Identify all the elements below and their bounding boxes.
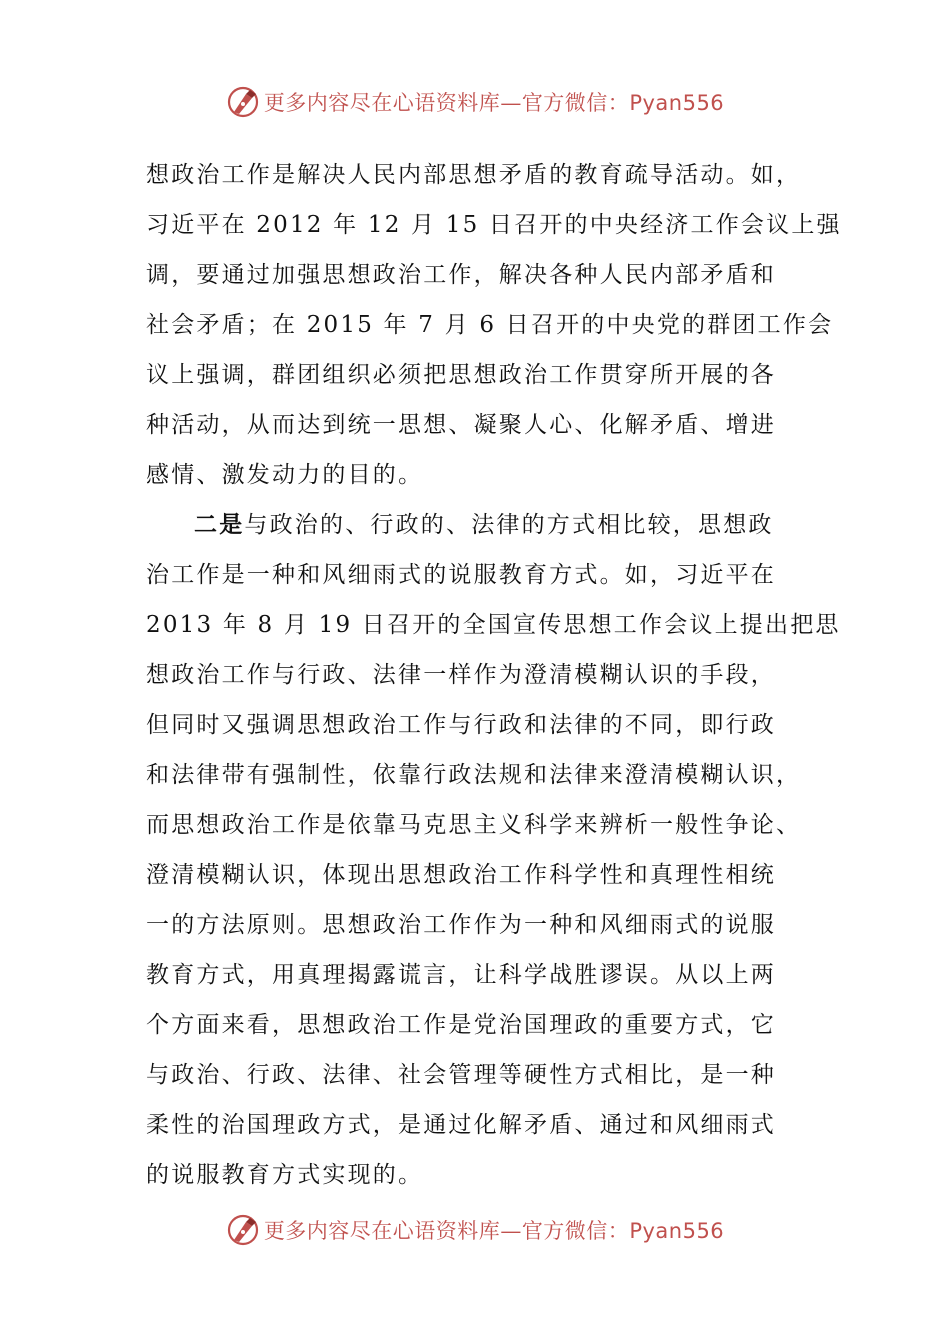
body-line: 但同时又强调思想政治工作与行政和法律的不同，即行政 xyxy=(146,712,776,738)
banner-text: 更多内容尽在心语资料库—官方微信：Pyan556 xyxy=(263,91,725,115)
body-line: 个方面来看，思想政治工作是党治国理政的重要方式，它 xyxy=(146,1012,776,1038)
banner-text: 更多内容尽在心语资料库—官方微信：Pyan556 xyxy=(263,1219,725,1243)
paragraph-lead: 二是 xyxy=(194,511,245,538)
body-line: 澄清模糊认识，体现出思想政治工作科学性和真理性相统 xyxy=(146,862,776,888)
body-line: 2013 年 8 月 19 日召开的全国宣传思想工作会议上提出把思 xyxy=(146,612,841,638)
body-line: 和法律带有强制性，依靠行政法规和法律来澄清模糊认识， xyxy=(146,762,802,788)
paragraph-lead-rest: 与政治的、行政的、法律的方式相比较，思想政 xyxy=(244,512,774,538)
body-line: 一的方法原则。思想政治工作作为一种和风细雨式的说服 xyxy=(146,912,776,938)
body-line: 与政治、行政、法律、社会管理等硬性方式相比，是一种 xyxy=(146,1062,776,1088)
body-line: 社会矛盾；在 2015 年 7 月 6 日召开的中央党的群团工作会 xyxy=(146,312,834,338)
footer-banner xyxy=(0,1208,950,1252)
body-line: 种活动，从而达到统一思想、凝聚人心、化解矛盾、增进 xyxy=(146,412,776,438)
body-line: 议上强调，群团组织必须把思想政治工作贯穿所开展的各 xyxy=(146,362,776,388)
body-line: 治工作是一种和风细雨式的说服教育方式。如，习近平在 xyxy=(146,562,776,588)
body-line: 而思想政治工作是依靠马克思主义科学来辨析一般性争论、 xyxy=(146,812,802,838)
body-line: 柔性的治国理政方式，是通过化解矛盾、通过和风细雨式 xyxy=(146,1112,776,1138)
body-line: 教育方式，用真理揭露谎言，让科学战胜谬误。从以上两 xyxy=(146,962,776,988)
header-banner xyxy=(0,80,950,124)
body-line: 习近平在 2012 年 12 月 15 日召开的中央经济工作会议上强 xyxy=(146,212,842,238)
paragraph-lead-line xyxy=(146,500,806,550)
pen-nib-icon xyxy=(226,1213,260,1247)
body-line: 想政治工作与行政、法律一样作为澄清模糊认识的手段， xyxy=(146,662,776,688)
pen-nib-icon xyxy=(226,85,260,119)
body-line: 的说服教育方式实现的。 xyxy=(146,1162,424,1188)
body-line: 感情、激发动力的目的。 xyxy=(146,462,424,488)
body-line: 调，要通过加强思想政治工作，解决各种人民内部矛盾和 xyxy=(146,262,776,288)
document-body xyxy=(146,150,842,1200)
body-line: 想政治工作是解决人民内部思想矛盾的教育疏导活动。如， xyxy=(146,162,802,188)
